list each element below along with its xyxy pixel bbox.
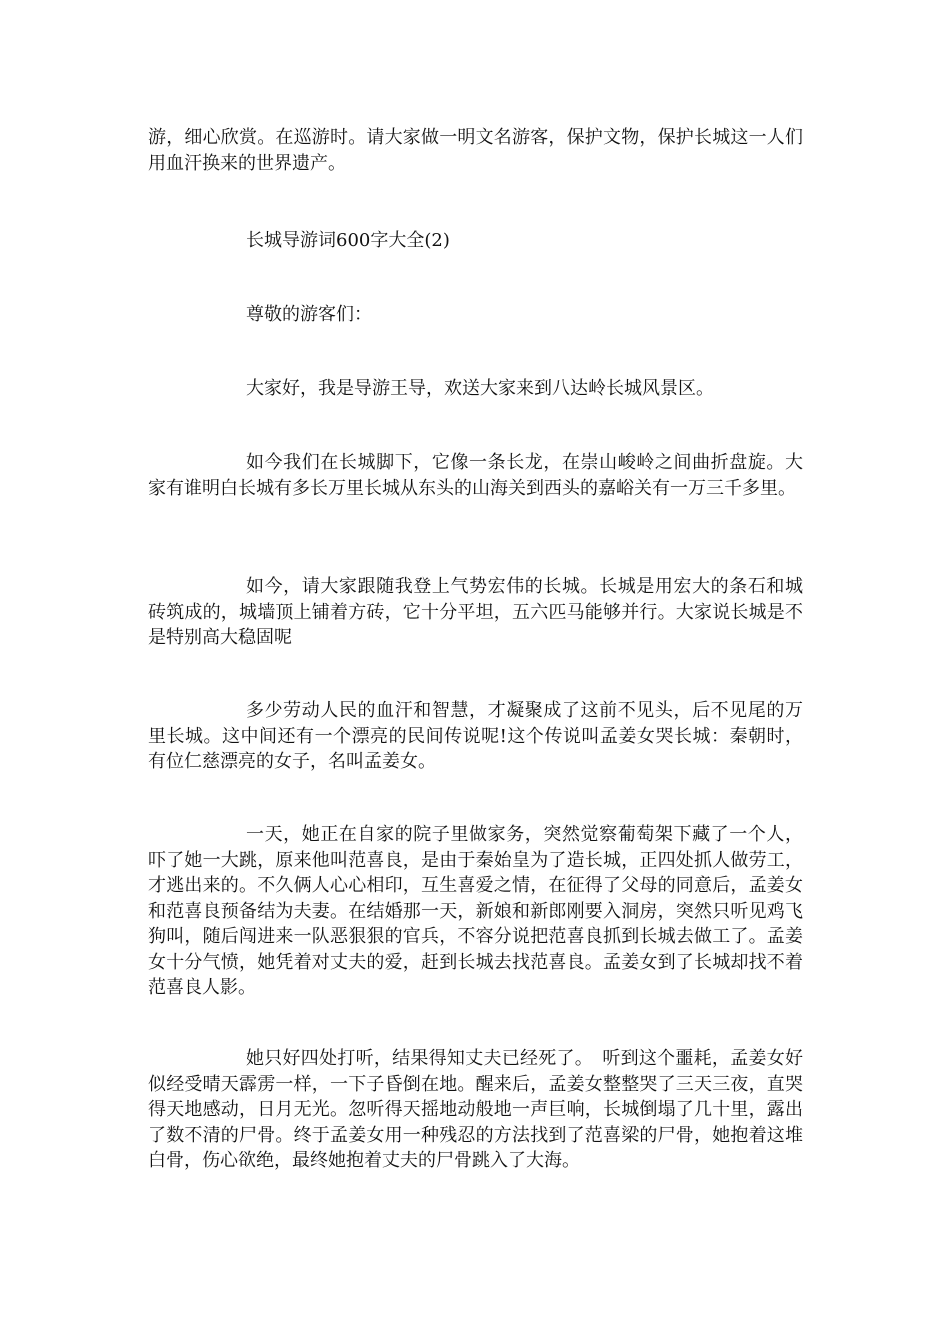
greeting: 尊敬的游客们： bbox=[246, 304, 372, 325]
paragraph-legend-ending: 她只好四处打听，结果得知丈夫已经死了。 听到这个噩耗，孟姜女好似经受晴天霹雳一样，一下子昏倒在地。醒来后，孟姜女整整哭了三天三夜，直哭得天地感动，日月无光。忽听得天摇地动般地一声巨响，长城倒塌了几十里，露出了数不清的尸骨。终于孟姜女用一种残忍的方法找到了范喜梁的尸骨，她抱着这堆白骨，伤心欲绝，最终她抱着丈夫的尸骨跳入了大海。 bbox=[148, 1048, 803, 1171]
paragraph-welcome: 大家好，我是导游王导，欢送大家来到八达岭长城风景区。 bbox=[246, 378, 714, 399]
paragraph-intro-continuation: 游，细心欣赏。在巡游时。请大家做一明文名游客，保护文物，保护长城这一人们用血汗换来的世界遗产。 bbox=[148, 127, 803, 174]
paragraph-climb-wall: 如今，请大家跟随我登上气势宏伟的长城。长城是用宏大的条石和城砖筑成的，城墙顶上铺着方砖，它十分平坦，五六匹马能够并行。大家说长城是不是特别高大稳固呢 bbox=[148, 576, 803, 648]
paragraph-great-wall-length: 如今我们在长城脚下，它像一条长龙，在崇山峻岭之间曲折盘旋。大家有谁明白长城有多长万里长城从东头的山海关到西头的嘉峪关有一万三千多里。 bbox=[148, 452, 803, 499]
paragraph-legend-intro: 多少劳动人民的血汗和智慧，才凝聚成了这前不见头，后不见尾的万里长城。这中间还有一个漂亮的民间传说呢!这个传说叫孟姜女哭长城：秦朝时，有位仁慈漂亮的女子，名叫孟姜女。 bbox=[148, 700, 803, 772]
section-title: 长城导游词600字大全(2) bbox=[246, 230, 450, 251]
paragraph-legend-story: 一天，她正在自家的院子里做家务，突然觉察葡萄架下藏了一个人，吓了她一大跳，原来他叫范喜良，是由于秦始皇为了造长城，正四处抓人做劳工，才逃出来的。不久俩人心心相印，互生喜爱之情，在征得了父母的同意后，孟姜女和范喜良预备结为夫妻。在结婚那一天，新娘和新郎刚要入洞房，突然只听见鸡飞狗叫，随后闯进来一队恶狠狠的官兵，不容分说把范喜良抓到长城去做工了。孟姜女十分气愤，她凭着对丈夫的爱，赶到长城去找范喜良。孟姜女到了长城却找不着范喜良人影。 bbox=[148, 824, 803, 998]
